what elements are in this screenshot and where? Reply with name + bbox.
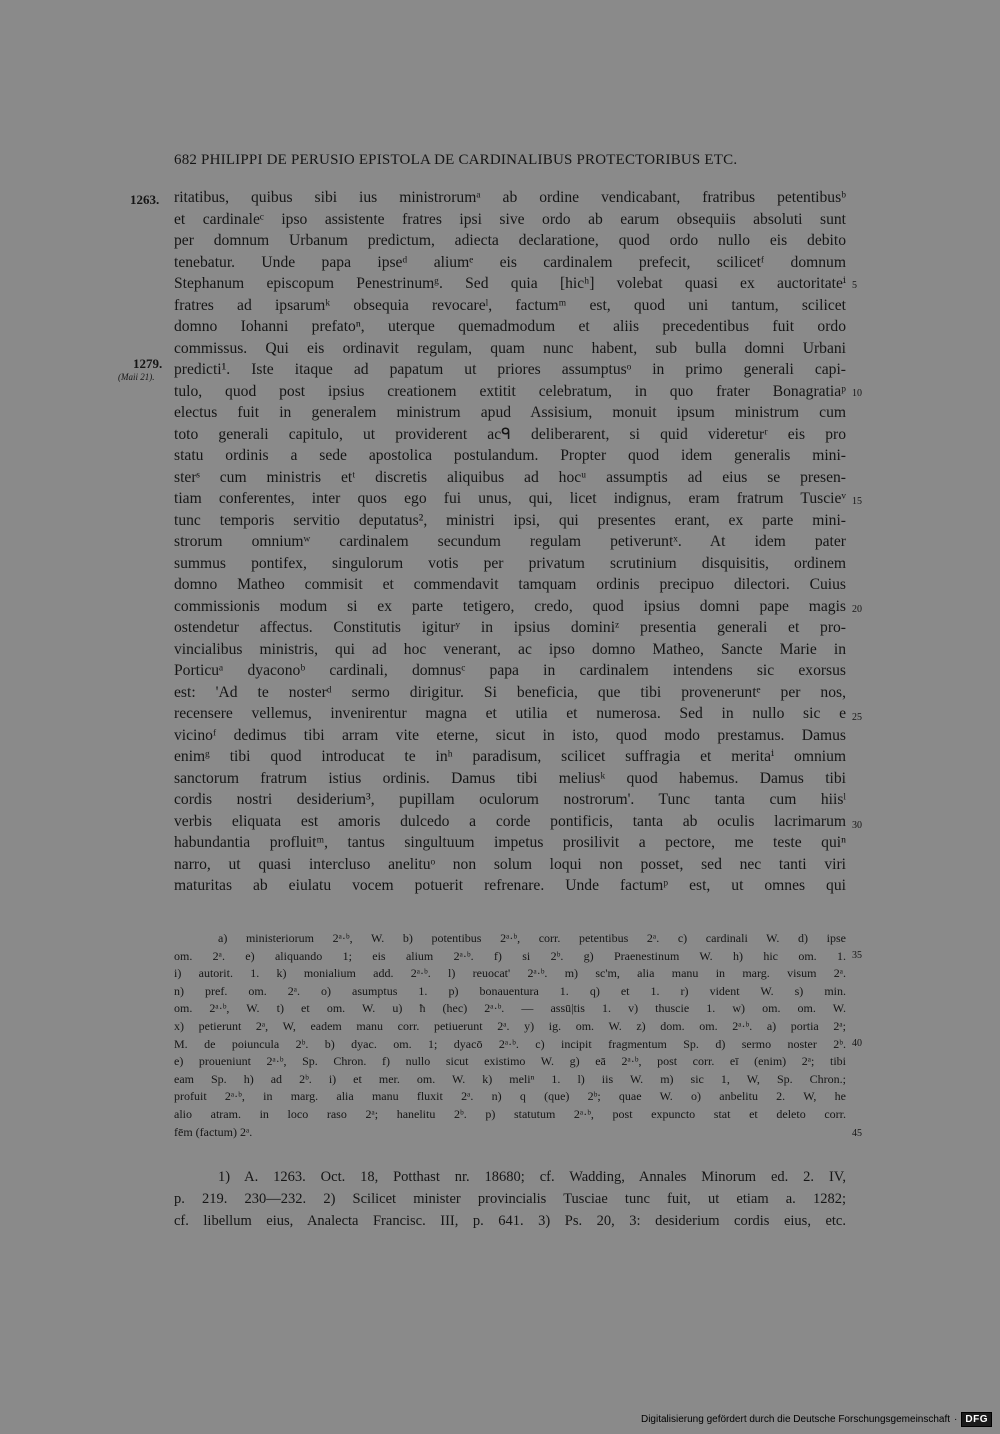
text-line: tenebatur. Unde papa ipseᵈ aliumᵉ eis cardinalem prefecit, scilicetᶠ domnum — [174, 253, 846, 271]
text-line: summus pontifex, singulorum votis per privatum scrutinium disquisitis, ordinem — [174, 554, 846, 572]
apparatus-line: M. de poiuncula 2ᵇ. b) dyac. om. 1; dyacō 2ᵃ·ᵇ. c) incipit fragmentum Sp. d) sermo noster 2ᵇ. — [174, 1036, 846, 1051]
text-line: maturitas ab eiulatu vocem potuerit refrenare. Unde factumᵖ est, ut omnes qui — [174, 877, 846, 894]
text-line: electus fuit in generalem ministrum apud Assisium, monuit ipsum ministrum cum — [174, 404, 846, 421]
text-line: Porticuᵃ dyaconoᵇ cardinali, domnusᶜ papa in cardinalem intendens sic exorsus — [174, 662, 846, 679]
margin-year-1263: 1263. — [130, 192, 160, 207]
source-footnotes — [174, 1166, 846, 1232]
text-line: ritatibus, quibus sibi ius ministrorumᵃ ab ordine vendicabant, fratribus petentibusᵇ — [174, 189, 846, 206]
line-number: 25 — [852, 712, 862, 723]
text-line: domno Matheo commisit et commendavit tamquam ordinis precipuo dilectori. Cuius — [174, 576, 846, 593]
margin-date-1279: (Maii 21). — [118, 372, 155, 382]
footnote-line: 1) A. 1263. Oct. 18, Potthast nr. 18680; cf. Wadding, Annales Minorum ed. 2. IV, — [218, 1169, 846, 1185]
text-line: vicinoᶠ dedimus tibi arram vite eterne, sicut in isto, quod modo prestamus. Damus — [174, 726, 846, 744]
line-number: 20 — [852, 604, 862, 615]
digitization-credit: Digitalisierung gefördert durch die Deutsche Forschungsgemeinschaft · DFG — [641, 1410, 992, 1428]
note-line-number: 45 — [852, 1128, 862, 1139]
note-line-number: 40 — [852, 1038, 862, 1049]
footnote-line: cf. libellum eius, Analecta Francisc. III, p. 641. 3) Ps. 20, 3: desiderium cordis eius, etc. — [174, 1213, 846, 1229]
margin-year-1279: 1279. — [133, 356, 163, 371]
note-line-number: 35 — [852, 950, 862, 961]
text-line: per domnum Urbanum predictum, adiecta declaratione, quod ordo nullo eis debito — [174, 232, 846, 249]
line-number: 5 — [852, 280, 857, 291]
apparatus-line: x) petierunt 2ᵃ, W, eadem manu corr. petiuerunt 2ᵃ. y) ig. om. W. z) dom. om. 2ᵃ·ᵇ. a) portia 2ᵃ; — [174, 1018, 846, 1033]
text-line: tulo, quod post ipsius creationem extitit celebratum, in quo frater Bonagratiaᵖ — [174, 382, 846, 400]
apparatus-line: eam Sp. h) ad 2ᵇ. i) et mer. om. W. k) meliⁿ 1. l) iis W. m) sic 1, W, Sp. Chron.; — [174, 1071, 846, 1086]
text-line: commissus. Qui eis ordinavit regulam, quam nunc habent, sub bulla domni Urbani — [174, 339, 846, 357]
line-number: 30 — [852, 820, 862, 831]
text-line: vincialibus ministris, qui ad hoc venerant, ac ipso domno Matheo, Sancte Marie in — [174, 640, 846, 658]
main-text — [174, 187, 846, 897]
apparatus-line: n) pref. om. 2ᵃ. o) asumptus 1. p) bonauentura 1. q) et 1. r) vident W. s) min. — [174, 983, 846, 998]
page-title: 682 PHILIPPI DE PERUSIO EPISTOLA DE CARDINALIBUS PROTECTORIBUS ETC. — [174, 152, 738, 168]
text-line: strorum omniumʷ cardinalem secundum regulam petiveruntˣ. At idem pater — [174, 533, 846, 550]
apparatus-line: om. 2ᵃ. e) aliquando 1; eis alium 2ᵃ·ᵇ. f) si 2ᵇ. g) Praenestinum W. h) hic om. 1. — [174, 948, 846, 963]
text-line: toto generali capitulo, ut providerent acᑫ deliberarent, si quid videreturʳ eis pro — [174, 425, 846, 443]
apparatus-line: om. 2ᵃ·ᵇ, W. t) et om. W. u) ħ (hec) 2ᵃ·ᵇ. — assū|tis 1. v) thuscie 1. w) om. om. W. — [174, 1001, 846, 1016]
text-line: recensere vellemus, invenirentur magna et utilia et numerosa. Sed in nullo sic e — [174, 705, 846, 722]
text-line: sanctorum fratrum istius ordinis. Damus tibi meliusᵏ quod habemus. Damus tibi — [174, 769, 846, 787]
text-line: predicti¹. Iste itaque ad papatum ut priores assumptusᵒ in primo generali capi- — [174, 361, 846, 378]
text-line: et cardinaleᶜ ipso assistente fratres ipsi sive ordo ab earum obsequiis absoluti sunt — [174, 210, 846, 228]
text-line: est: 'Ad te nosterᵈ sermo dirigitur. Si beneficia, que tibi proveneruntᵉ per nos, — [174, 683, 846, 701]
text-line: enimᵍ tibi quod introducat te inʰ paradisum, scilicet suffragia et meritaⁱ omnium — [174, 748, 846, 765]
text-line: domno Iohanni prefatoⁿ, uterque quemadmodum et aliis precedentibus fuit ordo — [174, 318, 846, 335]
dfg-logo: DFG — [961, 1412, 992, 1427]
apparatus-line: alio atram. in loco raso 2ᵃ; hanelitu 2ᵇ. p) statutum 2ᵃ·ᵇ, post expuncto stat et deleto corr. — [174, 1106, 846, 1121]
apparatus-line: e) proueniunt 2ᵃ·ᵇ, Sp. Chron. f) nullo sicut existimo W. g) eā 2ᵃ·ᵇ, post corr. eī (enim) 2ᵃ; tibi — [174, 1054, 846, 1069]
text-line: commissionis modum si ex parte tetigero, credo, quod ipsius domni pape magis — [174, 597, 846, 615]
text-line: cordis nostri desiderium³, pupillam oculorum nostrorum'. Tunc tanta cum hiisˡ — [174, 791, 846, 808]
text-line: fratres ad ipsarumᵏ obsequia revocareˡ, factumᵐ est, quod uni tantum, scilicet — [174, 296, 846, 314]
credit-text: Digitalisierung gefördert durch die Deutsche Forschungsgemeinschaft — [640, 1413, 951, 1425]
text-line: tiam conferentes, inter quos ego fui unus, qui, licet indignus, eram fratrum Tuscieᵛ — [174, 490, 846, 507]
apparatus-line: fēm (factum) 2ᵃ. — [174, 1124, 253, 1139]
line-number: 10 — [852, 388, 862, 399]
apparatus-line: profuit 2ᵃ·ᵇ, in marg. alia manu fluxit 2ᵃ. n) q (que) 2ᵇ; quae W. o) anbelitu 2. W, he — [174, 1089, 846, 1104]
apparatus-line: a) ministeriorum 2ᵃ·ᵇ, W. b) potentibus 2ᵃ·ᵇ, corr. petentibus 2ᵃ. c) cardinali W. d) ipse — [218, 931, 846, 945]
line-number: 15 — [852, 496, 862, 507]
text-line: verbis eliquata est amoris dulcedo a corde pontificis, tanta ab oculis lacrimarum — [174, 812, 846, 830]
text-line: sterˢ cum ministris etᵗ discretis aliquibus ad hocᵘ assumptis ad eius se presen- — [174, 468, 846, 486]
text-line: ostendetur affectus. Constitutis igiturʸ in ipsius dominiᶻ presentia generali et pro- — [174, 619, 846, 636]
text-line: habundantia profluitᵐ, tantus singultuum impetus prosilivit a pectore, me teste quiⁿ — [174, 834, 846, 851]
text-line: Stephanum episcopum Penestrinumᵍ. Sed quia [hicʰ] volebat quasi ex auctoritateⁱ — [174, 275, 846, 292]
text-line: tunc temporis servitio deputatus², ministri ipsi, qui presentes erant, ex parte mini- — [174, 511, 846, 529]
apparatus-line: i) autorit. 1. k) monialium add. 2ᵃ·ᵇ. l) reuocat' 2ᵃ·ᵇ. m) sc'm, alia manu in marg. visum 2ᵃ. — [174, 966, 846, 981]
text-line: statu ordinis a sede apostolica postulandum. Propter quod idem generalis mini- — [174, 447, 846, 464]
critical-apparatus — [174, 930, 846, 1141]
text-line: narro, ut quasi intercluso anelituᵒ non solum loqui non posset, sed nec tanti viri — [174, 855, 846, 873]
footnote-line: p. 219. 230—232. 2) Scilicet minister provincialis Tusciae tunc fuit, ut etiam a. 1282; — [174, 1191, 846, 1207]
